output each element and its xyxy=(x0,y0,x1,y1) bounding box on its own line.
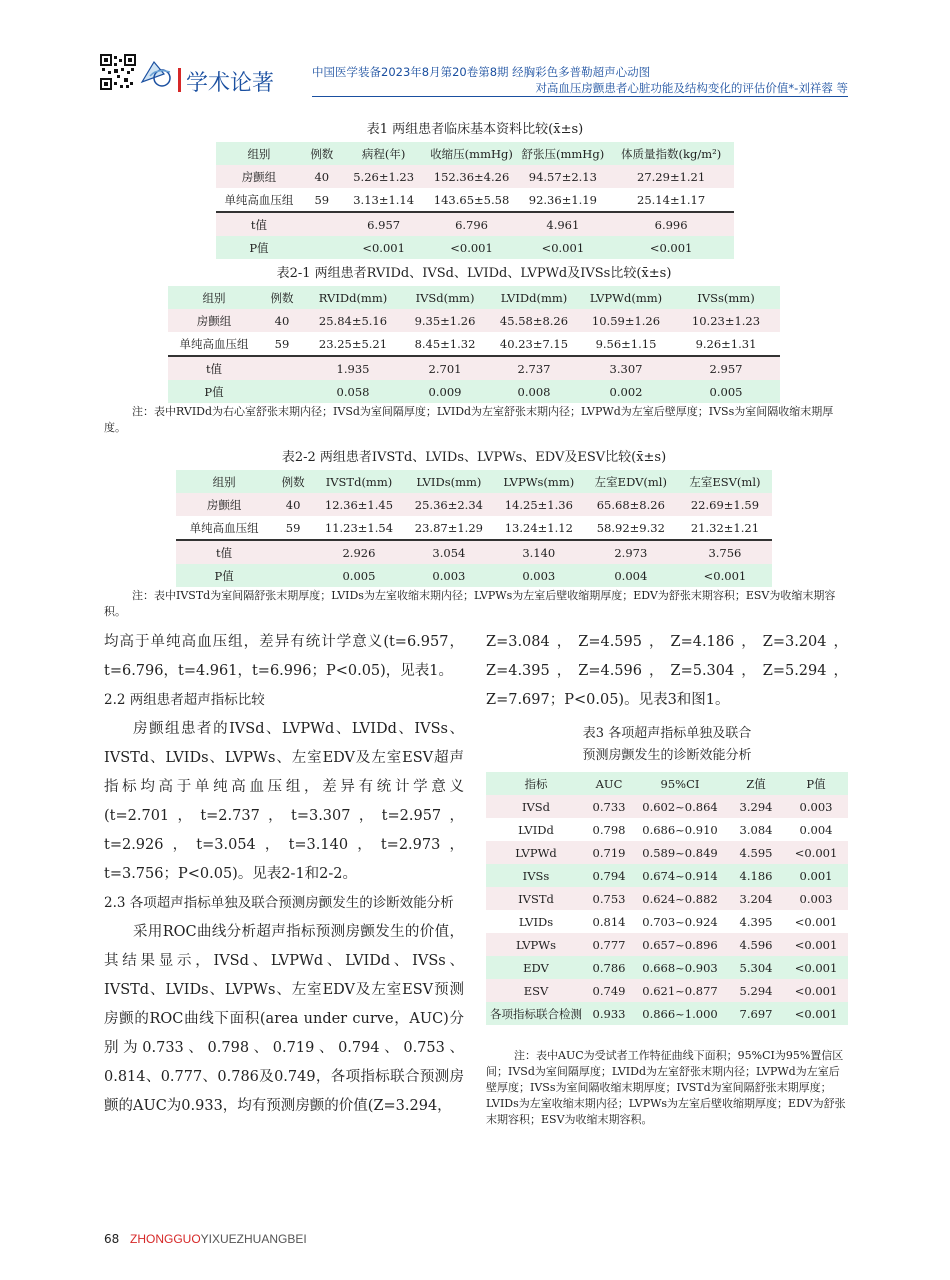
table1-cell: <0.001 xyxy=(518,236,609,259)
table21-cell: 8.45±1.32 xyxy=(402,332,488,356)
table21-cell: 2.737 xyxy=(488,356,580,380)
table3-cell: 5.304 xyxy=(728,956,784,979)
table22-cell: 58.92±9.32 xyxy=(584,516,678,540)
table3-cell: LVPWd xyxy=(486,841,586,864)
table22-cell: 0.003 xyxy=(404,564,494,587)
table22-cell: 单纯高血压组 xyxy=(176,516,272,540)
table3-cell: 4.395 xyxy=(728,910,784,933)
table22-cell: 13.24±1.12 xyxy=(494,516,584,540)
table22-cell: t值 xyxy=(176,540,272,564)
table3-cell: LVIDs xyxy=(486,910,586,933)
paragraph-result-2: 房颤组患者的IVSd、LVPWd、LVIDd、IVSs、IVSTd、LVIDs、LVPWs、左室EDV及左室ESV超声指标均高于单纯高血压组，差异有统计学意义(t=2.701，t=2.737，t=3.307，t=2.957，t=2.926，t=3.054，t=3.140，t=2.973，t=3.756；P<0.05)。见表2-1和2-2。 xyxy=(104,721,464,882)
table22-cell: 23.87±1.29 xyxy=(404,516,494,540)
table3-cell: 0.003 xyxy=(784,795,848,818)
paragraph-result-1: 均高于单纯高血压组，差异有统计学意义(t=6.957，t=6.796，t=4.961，t=6.996；P<0.05)，见表1。 xyxy=(104,634,464,679)
table3-cell: 0.686~0.910 xyxy=(632,818,728,841)
table22-cell: 65.68±8.26 xyxy=(584,493,678,516)
section-heading-2-2: 2.2 两组患者超声指标比较 xyxy=(104,692,265,708)
table21-cell: 59 xyxy=(260,332,304,356)
table3-cell: 0.621~0.877 xyxy=(632,979,728,1002)
table3-row xyxy=(486,818,848,841)
table21-header-cell: LVIDd(mm) xyxy=(488,286,580,309)
table3-cell: 0.933 xyxy=(586,1002,632,1025)
table22-cell: 25.36±2.34 xyxy=(404,493,494,516)
table3-caption-line1: 表3 各项超声指标单独及联合 xyxy=(582,726,752,741)
table21-cell: 10.59±1.26 xyxy=(580,309,672,332)
table1-row xyxy=(216,188,734,212)
table21-header-cell: IVSs(mm) xyxy=(672,286,780,309)
table22-row xyxy=(176,564,772,587)
table3-cell: <0.001 xyxy=(784,841,848,864)
table3-cell: 0.786 xyxy=(586,956,632,979)
table21-cell: P值 xyxy=(168,380,260,403)
brand-divider xyxy=(178,68,181,92)
table1-cell: 6.996 xyxy=(608,212,734,236)
journal-footer-name xyxy=(130,1232,307,1246)
table21-cell: 0.002 xyxy=(580,380,672,403)
table1-header-cell: 收缩压(mmHg) xyxy=(426,142,518,165)
table22-cell: 3.054 xyxy=(404,540,494,564)
table3-header-cell: Z值 xyxy=(728,772,784,795)
table21-cell xyxy=(260,356,304,380)
article-running-title: 对高血压房颤患者心脏功能及结构变化的评估价值*-刘祥蓉 等 xyxy=(535,81,848,95)
table1-cell: <0.001 xyxy=(426,236,518,259)
table22 xyxy=(176,470,772,587)
table1-header-cell: 病程(年) xyxy=(342,142,426,165)
table3-cell: 0.602~0.864 xyxy=(632,795,728,818)
table3-cell: 4.186 xyxy=(728,864,784,887)
table3-note: 注：表中AUC为受试者工作特征曲线下面积；95%CI为95%置信区间；IVSd为室间隔厚度；LVIDd为左室舒张末期内径；LVPWd为左室后壁厚度；IVSs为室间隔收缩末期厚度；IVSTd为室间隔舒张末期厚度；LVIDs为左室收缩末期内径；LVPWs为左室后壁收缩期厚度；EDV为舒张末期容积；ESV为收缩末期容积。 xyxy=(486,1049,846,1126)
table3-header-cell: 指标 xyxy=(486,772,586,795)
table3-cell: 0.753 xyxy=(586,887,632,910)
table3-cell: 0.798 xyxy=(586,818,632,841)
table22-header-cell: LVIDs(mm) xyxy=(404,470,494,493)
table3-cell: 0.794 xyxy=(586,864,632,887)
table21-row xyxy=(168,332,780,356)
table21-header-cell: 组别 xyxy=(168,286,260,309)
table3-cell: 0.004 xyxy=(784,818,848,841)
table21-cell: 3.307 xyxy=(580,356,672,380)
table21-cell: 9.26±1.31 xyxy=(672,332,780,356)
table3-cell: 各项指标联合检测 xyxy=(486,1002,586,1025)
table3-cell: 0.814 xyxy=(586,910,632,933)
table3-cell: 3.084 xyxy=(728,818,784,841)
table3-cell: 3.204 xyxy=(728,887,784,910)
table21-caption: 表2-1 两组患者RVIDd、IVSd、LVIDd、LVPWd及IVSs比较(x̄±s) xyxy=(276,266,672,281)
table3-cell: 4.595 xyxy=(728,841,784,864)
table3-cell: 0.866~1.000 xyxy=(632,1002,728,1025)
table1-cell: <0.001 xyxy=(608,236,734,259)
table22-header-cell: 例数 xyxy=(272,470,314,493)
table21-header-cell: IVSd(mm) xyxy=(402,286,488,309)
table1-header-cell: 舒张压(mmHg) xyxy=(518,142,609,165)
table3-cell: <0.001 xyxy=(784,956,848,979)
page-number: 68 xyxy=(104,1232,120,1246)
table1-cell: 3.13±1.14 xyxy=(342,188,426,212)
table21-cell: 2.701 xyxy=(402,356,488,380)
table22-header-cell: 左室ESV(ml) xyxy=(678,470,772,493)
table3-cell: <0.001 xyxy=(784,979,848,1002)
table1-cell xyxy=(302,236,342,259)
table3-row xyxy=(486,864,848,887)
table21-cell: 9.56±1.15 xyxy=(580,332,672,356)
table1-row xyxy=(216,212,734,236)
table3-cell: 5.294 xyxy=(728,979,784,1002)
table22-cell: 0.003 xyxy=(494,564,584,587)
table3-caption-line2: 预测房颤发生的诊断效能分析 xyxy=(582,748,752,763)
table3-cell: <0.001 xyxy=(784,910,848,933)
table3-cell: IVSs xyxy=(486,864,586,887)
table3-cell: 3.294 xyxy=(728,795,784,818)
table21-cell: t值 xyxy=(168,356,260,380)
left-column xyxy=(104,628,464,1121)
table21-cell: 0.009 xyxy=(402,380,488,403)
table1 xyxy=(216,142,734,259)
table22-cell: 2.926 xyxy=(314,540,404,564)
table22-cell: 11.23±1.54 xyxy=(314,516,404,540)
table1-cell: 4.961 xyxy=(518,212,609,236)
table1-cell: 40 xyxy=(302,165,342,188)
table1-header-cell: 组别 xyxy=(216,142,302,165)
table3-row xyxy=(486,979,848,1002)
journal-citation: 中国医学装备2023年8月第20卷第8期 经胸彩色多普勒超声心动图 xyxy=(312,65,651,79)
table1-cell: 单纯高血压组 xyxy=(216,188,302,212)
table1-cell: 152.36±4.26 xyxy=(426,165,518,188)
table21-cell: 45.58±8.26 xyxy=(488,309,580,332)
table22-cell: 0.005 xyxy=(314,564,404,587)
table3-cell: 0.733 xyxy=(586,795,632,818)
table22-cell: 22.69±1.59 xyxy=(678,493,772,516)
table22-row xyxy=(176,516,772,540)
table3-cell: LVIDd xyxy=(486,818,586,841)
table3-cell: 0.703~0.924 xyxy=(632,910,728,933)
table21-cell: 40 xyxy=(260,309,304,332)
table22-cell: 14.25±1.36 xyxy=(494,493,584,516)
table22-cell: 40 xyxy=(272,493,314,516)
table3-cell: 0.668~0.903 xyxy=(632,956,728,979)
paragraph-result-3: 采用ROC曲线分析超声指标预测房颤发生的价值，其结果显示，IVSd、LVPWd、LVIDd、IVSs、IVSTd、LVIDs、LVPWs、左室EDV及左室ESV预测房颤的ROC曲线下面积(area under curve，AUC)分别为0.733、0.798、0.719、0.794、0.753、0.814、0.777、0.786及0.749，各项指标联合预测房颤的AUC为0.933，均有预测房颤的价值(Z=3.294， xyxy=(104,924,464,1114)
table21-row xyxy=(168,309,780,332)
table22-header-cell: LVPWs(mm) xyxy=(494,470,584,493)
table3-cell: 0.589~0.849 xyxy=(632,841,728,864)
table22-cell: 2.973 xyxy=(584,540,678,564)
table21-row xyxy=(168,356,780,380)
table3-cell: ESV xyxy=(486,979,586,1002)
table3-header-cell: AUC xyxy=(586,772,632,795)
table3-row xyxy=(486,795,848,818)
table3-header-cell: 95%CI xyxy=(632,772,728,795)
table21-cell: 1.935 xyxy=(304,356,402,380)
table3-cell: 0.674~0.914 xyxy=(632,864,728,887)
table21-cell: 40.23±7.15 xyxy=(488,332,580,356)
table21-header-cell: RVIDd(mm) xyxy=(304,286,402,309)
table22-header-cell: 组别 xyxy=(176,470,272,493)
table22-cell: 3.756 xyxy=(678,540,772,564)
table21-cell: 9.35±1.26 xyxy=(402,309,488,332)
table1-cell xyxy=(302,212,342,236)
table3-row xyxy=(486,956,848,979)
table1-header-cell: 例数 xyxy=(302,142,342,165)
table1-cell: 6.957 xyxy=(342,212,426,236)
journal-footer-name-a: ZHONGGUO xyxy=(130,1232,201,1246)
table3-cell: IVSTd xyxy=(486,887,586,910)
table21-cell: 25.84±5.16 xyxy=(304,309,402,332)
table3-cell: 4.596 xyxy=(728,933,784,956)
section-brand: 学术论著 xyxy=(186,71,275,96)
table1-cell: 房颤组 xyxy=(216,165,302,188)
table1-cell: 94.57±2.13 xyxy=(518,165,609,188)
table3-cell: 0.749 xyxy=(586,979,632,1002)
table3-cell: <0.001 xyxy=(784,1002,848,1025)
table22-header-cell: 左室EDV(ml) xyxy=(584,470,678,493)
table1-row xyxy=(216,165,734,188)
table22-cell xyxy=(272,564,314,587)
table22-cell: 12.36±1.45 xyxy=(314,493,404,516)
table1-row xyxy=(216,236,734,259)
table22-cell: <0.001 xyxy=(678,564,772,587)
table22-note: 注：表中IVSTd为室间隔舒张末期厚度；LVIDs为左室收缩末期内径；LVPWs为左室后壁收缩期厚度；EDV为舒张末期容积；ESV为收缩末期容积。 xyxy=(104,589,836,618)
qr-code xyxy=(100,54,136,90)
table3-cell: IVSd xyxy=(486,795,586,818)
table1-cell: 6.796 xyxy=(426,212,518,236)
table1-cell: 92.36±1.19 xyxy=(518,188,609,212)
table3-cell: <0.001 xyxy=(784,933,848,956)
table22-caption: 表2-2 两组患者IVSTd、LVIDs、LVPWs、EDV及ESV比较(x̄±s) xyxy=(281,450,667,465)
table3-row xyxy=(486,841,848,864)
table21-header-cell: 例数 xyxy=(260,286,304,309)
journal-logo-icon xyxy=(140,56,174,90)
table1-cell: 25.14±1.17 xyxy=(608,188,734,212)
table1-cell: 27.29±1.21 xyxy=(608,165,734,188)
table22-cell: 21.32±1.21 xyxy=(678,516,772,540)
table21-cell: 房颤组 xyxy=(168,309,260,332)
section-heading-2-3: 2.3 各项超声指标单独及联合预测房颤发生的诊断效能分析 xyxy=(104,895,454,911)
table3-row xyxy=(486,910,848,933)
table21-cell: 2.957 xyxy=(672,356,780,380)
table1-caption: 表1 两组患者临床基本资料比较(x̄±s) xyxy=(366,122,584,137)
table21-cell: 0.008 xyxy=(488,380,580,403)
table3-cell: 0.003 xyxy=(784,887,848,910)
table21 xyxy=(168,286,780,403)
table22-cell: P值 xyxy=(176,564,272,587)
table21-cell: 单纯高血压组 xyxy=(168,332,260,356)
table3-cell: 0.657~0.896 xyxy=(632,933,728,956)
table3 xyxy=(486,772,848,1025)
table1-cell: 59 xyxy=(302,188,342,212)
journal-footer-name-b: YIXUEZHUANGBEI xyxy=(200,1232,307,1246)
table21-cell: 0.005 xyxy=(672,380,780,403)
table1-header-row xyxy=(216,142,734,165)
header-rule xyxy=(312,96,848,97)
table1-cell: 5.26±1.23 xyxy=(342,165,426,188)
table22-row xyxy=(176,540,772,564)
table21-header-row xyxy=(168,286,780,309)
table3-cell: 0.777 xyxy=(586,933,632,956)
table3-cell: EDV xyxy=(486,956,586,979)
table21-cell: 10.23±1.23 xyxy=(672,309,780,332)
table22-cell xyxy=(272,540,314,564)
table3-row xyxy=(486,933,848,956)
table22-row xyxy=(176,493,772,516)
table22-cell: 房颤组 xyxy=(176,493,272,516)
table22-header-row xyxy=(176,470,772,493)
paragraph-result-continued: Z=3.084，Z=4.595，Z=4.186，Z=3.204，Z=4.395，Z=4.596，Z=5.304，Z=5.294，Z=7.697；P<0.05)。见表3和图1。 xyxy=(486,634,848,708)
table21-cell: 0.058 xyxy=(304,380,402,403)
table3-header-cell: P值 xyxy=(784,772,848,795)
table1-header-cell: 体质量指数(kg/m²) xyxy=(608,142,734,165)
table3-cell: 7.697 xyxy=(728,1002,784,1025)
table21-cell: 23.25±5.21 xyxy=(304,332,402,356)
table1-cell: t值 xyxy=(216,212,302,236)
table22-cell: 3.140 xyxy=(494,540,584,564)
table22-cell: 59 xyxy=(272,516,314,540)
table3-cell: LVPWs xyxy=(486,933,586,956)
table3-row xyxy=(486,1002,848,1025)
table3-cell: 0.719 xyxy=(586,841,632,864)
table21-cell xyxy=(260,380,304,403)
table1-cell: <0.001 xyxy=(342,236,426,259)
table1-cell: 143.65±5.58 xyxy=(426,188,518,212)
table21-header-cell: LVPWd(mm) xyxy=(580,286,672,309)
table3-cell: 0.624~0.882 xyxy=(632,887,728,910)
table21-note: 注：表中RVIDd为右心室舒张末期内径；IVSd为室间隔厚度；LVIDd为左室舒张末期内径；LVPWd为左室后壁厚度；IVSs为室间隔收缩末期厚度。 xyxy=(104,405,834,434)
table3-header-row xyxy=(486,772,848,795)
table3-cell: 0.001 xyxy=(784,864,848,887)
table3-row xyxy=(486,887,848,910)
table22-cell: 0.004 xyxy=(584,564,678,587)
table1-cell: P值 xyxy=(216,236,302,259)
table22-header-cell: IVSTd(mm) xyxy=(314,470,404,493)
table21-row xyxy=(168,380,780,403)
